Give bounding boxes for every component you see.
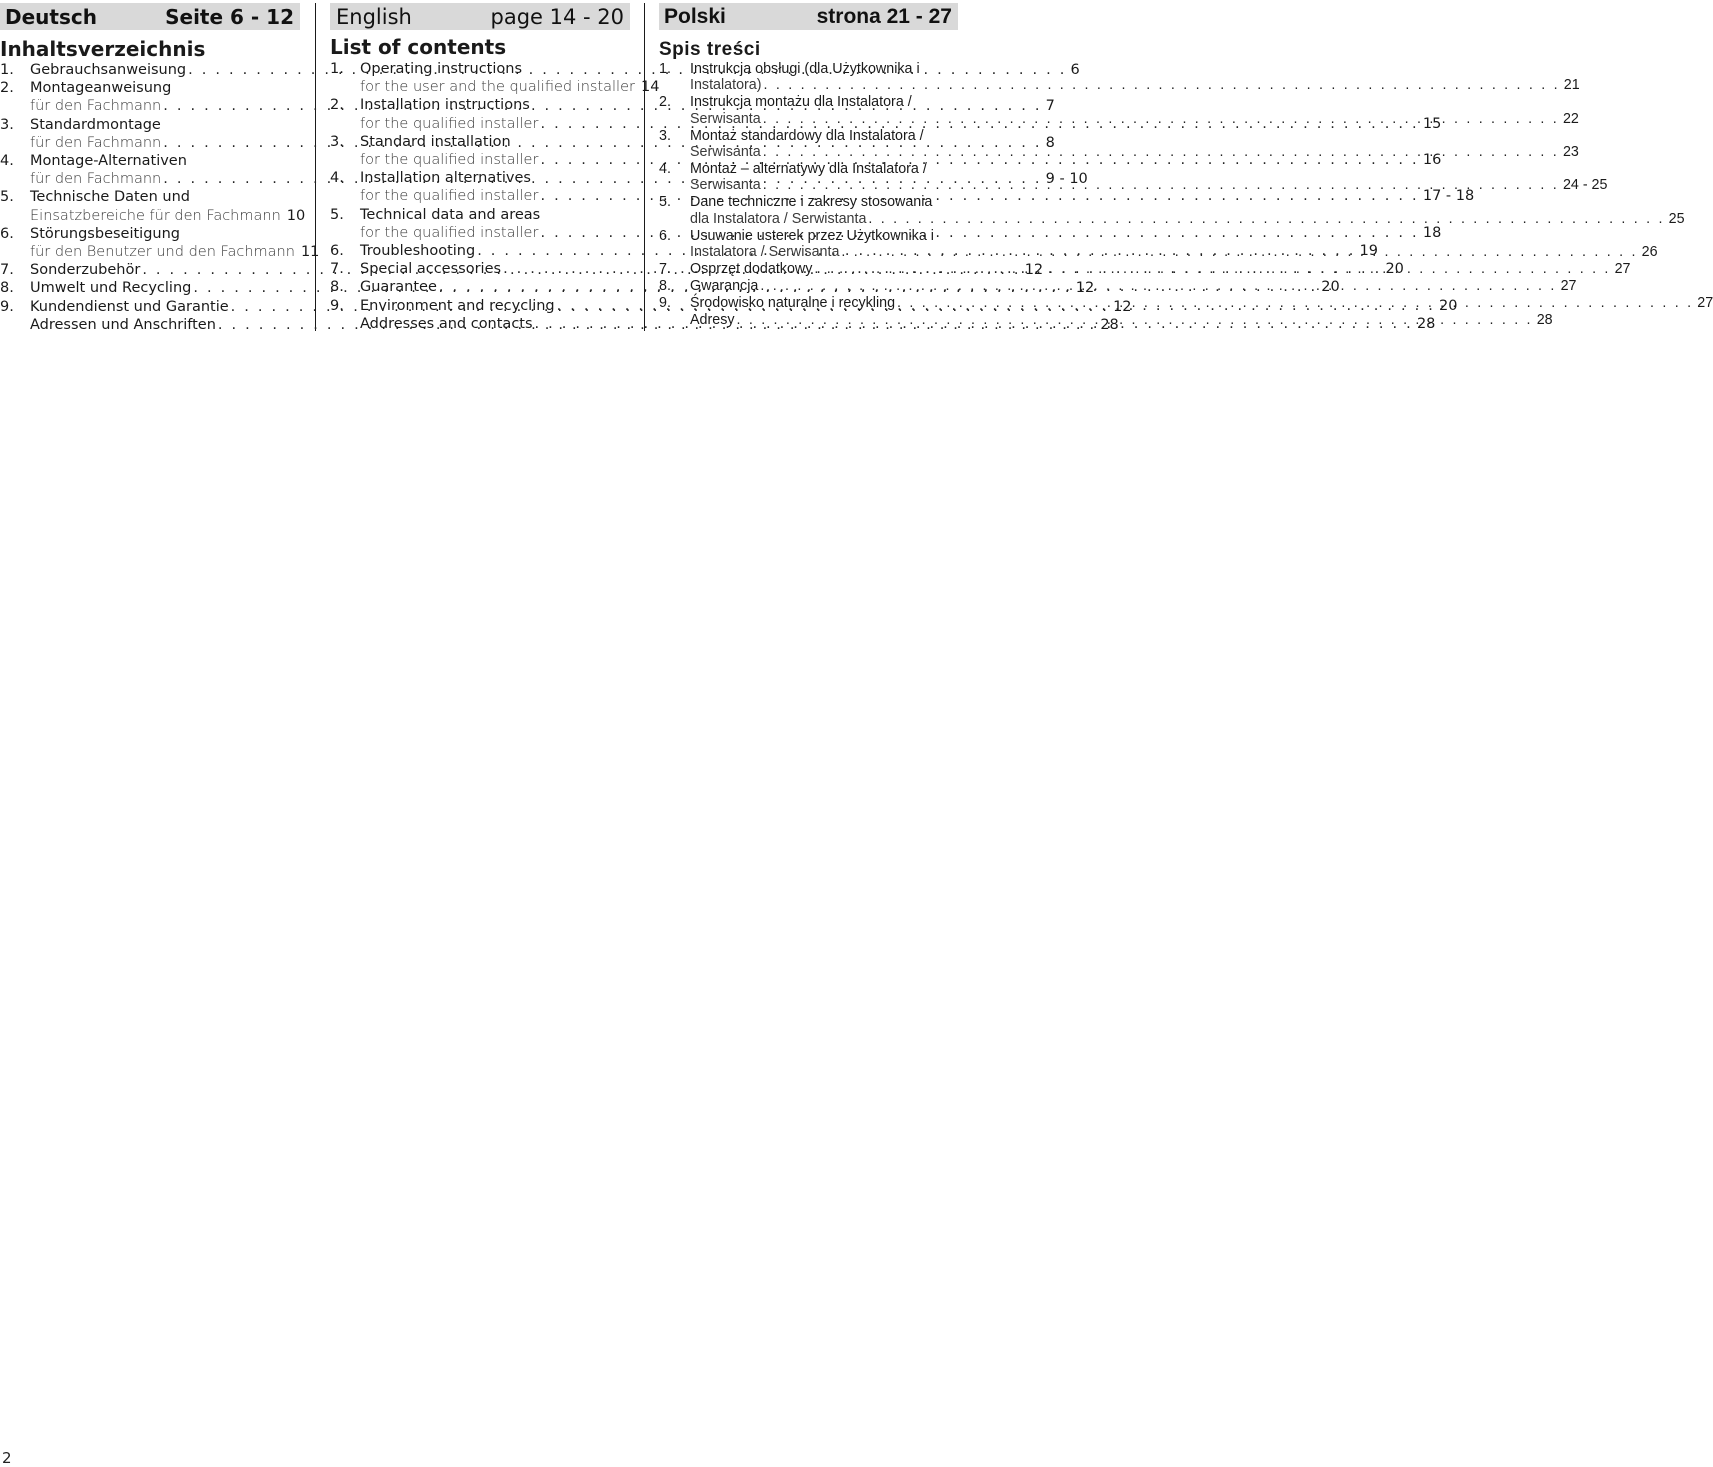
- language-name: Deutsch: [5, 4, 97, 29]
- entry-text: Serwisanta: [690, 110, 761, 127]
- entry-number: 9.: [659, 294, 671, 311]
- toc-entry: [330, 60, 660, 96]
- entry-number: 2.: [330, 97, 344, 114]
- dot-leader: [814, 261, 1610, 277]
- entry-text: Osprzęt dodatkowy: [690, 260, 813, 277]
- entry-line: [690, 194, 958, 210]
- entry-page: 23: [1562, 144, 1579, 161]
- entry-page: 18: [1422, 224, 1442, 241]
- entry-page: 19: [1359, 243, 1379, 260]
- entry-number: 1.: [330, 61, 344, 77]
- entry-text: Instalatora / Serwisanta: [690, 243, 840, 260]
- entry-body: [30, 225, 320, 261]
- entry-text: Instrukcja montażu dla Instalatora /: [690, 94, 912, 111]
- entry-text: Gwarancja: [690, 277, 759, 294]
- entry-line: [30, 243, 320, 261]
- entry-text: für den Fachmann: [30, 134, 162, 151]
- entry-body: [690, 311, 1553, 328]
- entry-page: 26: [1641, 243, 1658, 260]
- entry-page: 10: [286, 207, 306, 224]
- entry-number: 7.: [0, 262, 14, 279]
- entry-number: 8.: [330, 279, 344, 296]
- entry-page: 14: [640, 79, 660, 96]
- entry-line: [360, 96, 630, 114]
- entry-page: 25: [1668, 210, 1685, 227]
- entry-line: [690, 61, 958, 77]
- entry-page: 28: [1100, 316, 1119, 333]
- entry-page: 7: [1045, 98, 1055, 115]
- entry-text: für den Benutzer und den Fachmann: [30, 244, 295, 261]
- page-range: page 14 - 20: [490, 4, 624, 29]
- entry-page: 24 - 25: [1562, 177, 1608, 194]
- entry-page: 6: [1070, 62, 1080, 78]
- entry-body: [690, 61, 1580, 94]
- dot-leader: [763, 111, 1559, 127]
- entry-line: [690, 210, 1685, 227]
- entry-text: für den Fachmann: [30, 98, 162, 115]
- entry-number: 9.: [330, 297, 344, 314]
- entry-text: Usuwanie usterek przez Użytkownika i: [690, 227, 934, 244]
- dot-leader: [760, 278, 1556, 294]
- language-header: [330, 3, 630, 30]
- entry-text: Environment and recycling: [360, 297, 555, 314]
- entry-text: für den Fachmann: [30, 171, 162, 188]
- toc-entry: [0, 225, 320, 261]
- entry-page: 28: [1536, 311, 1553, 328]
- toc-title: List of contents: [330, 35, 507, 59]
- entry-page: 17 - 18: [1422, 188, 1475, 205]
- entry-number: 5.: [330, 206, 344, 223]
- entry-number: 2.: [659, 94, 671, 111]
- entry-number: 6.: [659, 227, 671, 244]
- entry-page: 9 - 10: [1045, 171, 1088, 188]
- entry-text: Special accessories: [360, 261, 502, 278]
- page-range: strona 21 - 27: [816, 4, 952, 28]
- entry-page: 27: [1560, 277, 1577, 294]
- dot-leader: [763, 144, 1559, 160]
- entry-text: Montaż – alternatywy dla Instalatora /: [690, 160, 927, 177]
- entry-text: Kundendienst und Garantie: [30, 298, 229, 315]
- entry-number: 4.: [0, 153, 14, 170]
- entry-text: for the qualified installer: [360, 224, 539, 241]
- entry-line: [30, 207, 306, 225]
- entry-number: 4.: [659, 160, 671, 177]
- entry-page: 20: [1321, 279, 1340, 296]
- entry-page: 27: [1614, 260, 1631, 277]
- entry-line: [360, 78, 660, 96]
- entry-number: 3.: [330, 133, 344, 150]
- entry-text: Umwelt und Recycling: [30, 280, 192, 297]
- entry-text: for the qualified installer: [360, 188, 539, 205]
- entry-page: 12: [1113, 298, 1132, 315]
- entry-text: Standard installation: [360, 133, 511, 150]
- entry-text: Serwisanta: [690, 144, 761, 161]
- entry-text: Technische Daten und: [30, 189, 190, 206]
- entry-text: Sonderzubehör: [30, 262, 141, 279]
- entry-line: [360, 169, 630, 187]
- entry-page: 20: [1439, 297, 1458, 314]
- entry-text: Troubleshooting: [360, 243, 476, 260]
- language-name: Polski: [664, 4, 726, 28]
- entry-text: Technical data and areas: [360, 206, 541, 223]
- entry-text: Montage-Alternativen: [30, 153, 187, 170]
- entry-page: 21: [1563, 77, 1580, 94]
- entry-line: [30, 152, 300, 170]
- entry-number: 9.: [0, 298, 14, 315]
- entry-page: 22: [1562, 110, 1579, 127]
- entry-number: 8.: [659, 277, 671, 294]
- entry-line: [30, 79, 300, 97]
- page-range: Seite 6 - 12: [165, 4, 294, 29]
- entry-number: 2.: [0, 80, 14, 97]
- entry-text: Instrukcja obsługi (dla Użytkownika i: [690, 61, 920, 77]
- entry-text: Einsatzbereiche für den Fachmann: [30, 207, 281, 224]
- entry-line: [690, 77, 1580, 94]
- entry-page: 12: [1075, 280, 1095, 297]
- entry-text: Gebrauchsanweisung: [30, 62, 187, 78]
- entry-text: Dane techniczne i zakresy stosowania: [690, 194, 933, 211]
- entry-number: 7.: [659, 260, 671, 277]
- entry-body: [30, 188, 306, 224]
- dot-leader: [764, 77, 1560, 93]
- entry-number: 6.: [0, 225, 14, 242]
- entry-text: Środowisko naturalne i recykling: [690, 294, 896, 311]
- entry-text: Installation alternatives: [360, 170, 531, 187]
- entry-number: 3.: [659, 127, 671, 144]
- entry-text: Addresses and contacts: [360, 315, 533, 332]
- entry-line: [30, 116, 300, 134]
- dot-leader: [737, 312, 1533, 328]
- entry-number: 8.: [0, 280, 14, 297]
- entry-text: for the user and the qualified installer: [360, 79, 635, 96]
- entry-number: 5.: [659, 194, 671, 211]
- entry-text: Guarantee: [360, 279, 437, 296]
- entry-page: 11: [300, 244, 320, 261]
- page-number: 2: [2, 1449, 12, 1467]
- entry-text: Störungsbeseitigung: [30, 225, 180, 242]
- dot-leader: [868, 211, 1664, 227]
- entry-number: 6.: [330, 243, 344, 260]
- entry-text: Installation instructions: [360, 97, 530, 114]
- entry-text: Standardmontage: [30, 116, 161, 133]
- entry-text: Montageanweisung: [30, 80, 172, 97]
- entry-text: Serwisanta: [690, 177, 761, 194]
- entry-number: 3.: [0, 116, 14, 133]
- entry-line: [690, 94, 958, 110]
- language-header: [659, 3, 958, 30]
- entry-page: 12: [1024, 262, 1044, 279]
- entry-line: [690, 161, 958, 177]
- entry-line: [360, 133, 630, 151]
- entry-text: for the qualified installer: [360, 115, 539, 132]
- entry-number: 5.: [0, 189, 14, 206]
- entry-text: Operating instructions: [360, 61, 523, 77]
- entry-line: [30, 188, 300, 206]
- entry-body: [360, 60, 660, 96]
- entry-number: 1.: [0, 62, 14, 78]
- entry-number: 7.: [330, 261, 344, 278]
- entry-line: [690, 311, 1553, 328]
- entry-line: [690, 228, 958, 244]
- toc-entry: [659, 311, 1553, 328]
- entry-page: 8: [1045, 134, 1055, 151]
- entry-line: [360, 206, 630, 224]
- entry-text: Montaż standardowy dla Instalatora /: [690, 127, 924, 144]
- entry-line: [690, 128, 958, 144]
- entry-page: 27: [1697, 294, 1713, 311]
- entry-page: 28: [1416, 315, 1436, 332]
- entry-line: [360, 60, 630, 78]
- entry-line: [30, 225, 300, 243]
- language-header: [0, 3, 300, 30]
- toc-entry: [0, 188, 306, 224]
- dot-leader: [841, 244, 1637, 260]
- entry-number: 4.: [330, 170, 344, 187]
- entry-number: 1.: [659, 61, 671, 77]
- entry-text: dla Instalatora / Serwistanta: [690, 210, 867, 227]
- toc-entry: [659, 61, 1580, 94]
- language-name: English: [336, 4, 412, 29]
- dot-leader: [763, 177, 1559, 193]
- toc-title: Inhaltsverzeichnis: [0, 37, 206, 61]
- entry-text: for the qualified installer: [360, 152, 539, 169]
- dot-leader: [897, 295, 1693, 311]
- entry-text: Instalatora): [690, 77, 762, 94]
- entry-text: Adresy: [690, 311, 735, 328]
- entry-page: 20: [1385, 261, 1404, 278]
- toc-title: Spis treści: [659, 39, 761, 60]
- entry-page: 16: [1422, 152, 1442, 169]
- entry-page: 15: [1422, 115, 1442, 132]
- entry-text: Adressen und Anschriften: [30, 316, 216, 333]
